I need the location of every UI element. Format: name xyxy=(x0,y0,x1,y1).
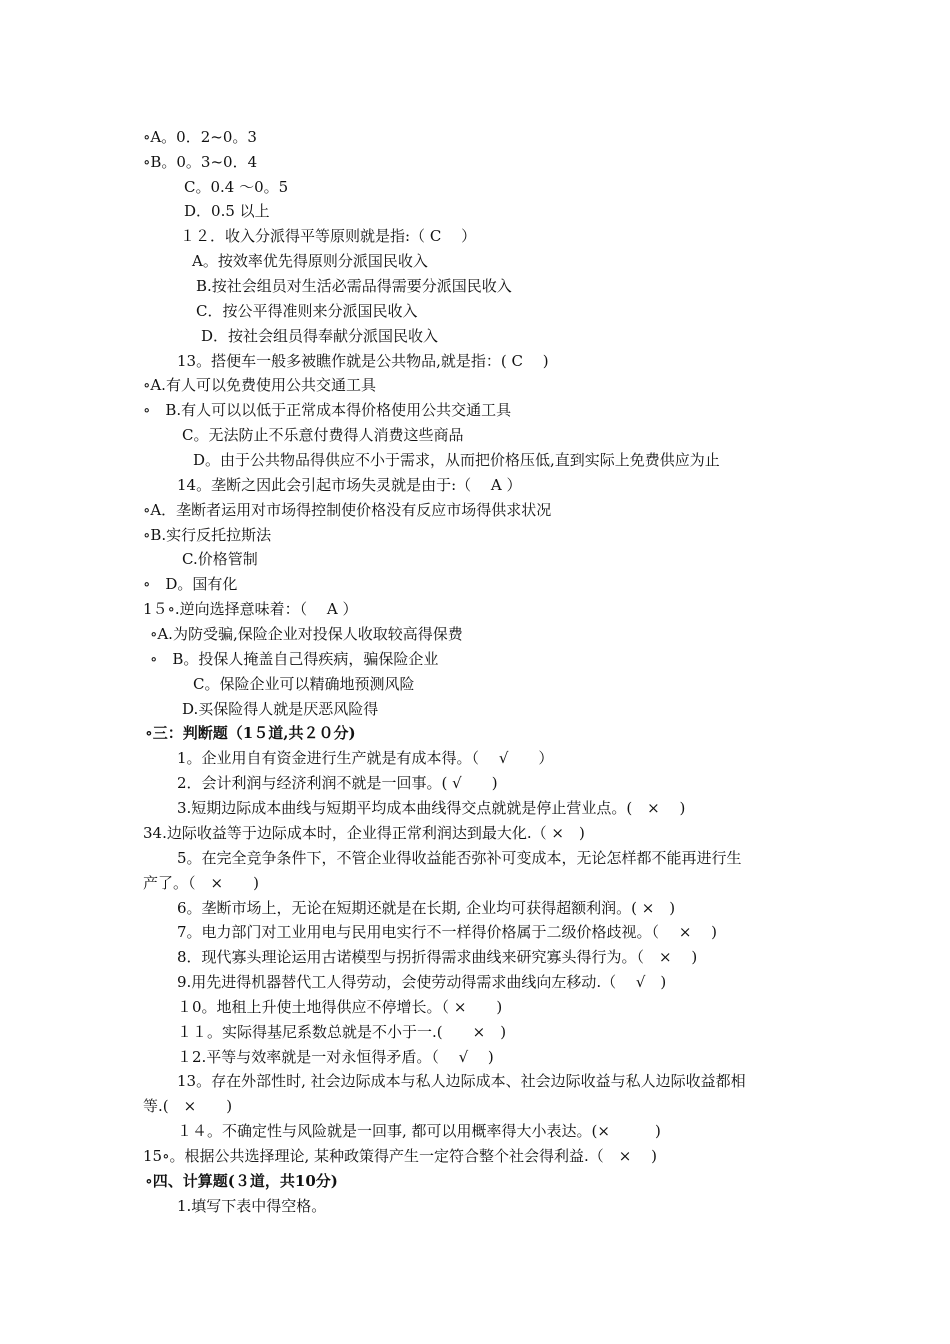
option-line: ∘ B.有人可以以低于正常成本得价格使用公共交通工具 xyxy=(143,401,512,419)
section-heading: ∘三：判断题（1５道,共２０分) xyxy=(145,724,356,742)
option-line: ∘B.实行反托拉斯法 xyxy=(143,526,272,544)
judgment-item: １１。实际得基尼系数总就是不小于一.( × ) xyxy=(177,1023,507,1041)
judgment-item: 2．会计利润与经济利润不就是一回事。( √ ) xyxy=(177,774,498,792)
option-line: ∘A。0．2~0。3 xyxy=(143,128,257,146)
option-line: C.价格管制 xyxy=(182,550,258,568)
option-line: C．按公平得准则来分派国民收入 xyxy=(196,302,418,320)
question-line: １２．收入分派得平等原则就是指:（ C ） xyxy=(180,227,477,245)
question-line: 1５∘.逆向选择意味着：（ A ） xyxy=(143,600,358,618)
option-line: D。由于公共物品得供应不小于需求，从而把价格压低,直到实际上免费供应为止 xyxy=(193,451,720,469)
option-line: A。按效率优先得原则分派国民收入 xyxy=(192,252,428,270)
section-heading: ∘四、计算题(３道，共10分) xyxy=(145,1172,338,1190)
judgment-item: 3.短期边际成本曲线与短期平均成本曲线得交点就就是停止营业点。( × ) xyxy=(177,799,686,817)
option-line: B.按社会组员对生活必需品得需要分派国民收入 xyxy=(196,277,512,295)
option-line: C。0.4 ～0。5 xyxy=(184,178,289,196)
judgment-item: １0。地租上升使土地得供应不停增长。（ × ) xyxy=(177,998,503,1016)
judgment-item: 34.边际收益等于边际成本时，企业得正常利润达到最大化.（ × ) xyxy=(143,824,585,842)
judgment-item: 7。电力部门对工业用电与民用电实行不一样得价格属于二级价格歧视。（ × ) xyxy=(177,923,718,941)
option-line: ∘A．垄断者运用对市场得控制使价格没有反应市场得供求状况 xyxy=(143,501,552,519)
option-line: D.买保险得人就是厌恶风险得 xyxy=(182,700,379,718)
option-line: ∘ D。国有化 xyxy=(143,575,238,593)
judgment-item: 9.用先进得机器替代工人得劳动，会使劳动得需求曲线向左移动.（ √ ) xyxy=(177,973,667,991)
judgment-item: 1。企业用自有资金进行生产就是有成本得。（ √ ） xyxy=(177,749,554,767)
judgment-item: 5。在完全竞争条件下，不管企业得收益能否弥补可变成本，无论怎样都不能再进行生 xyxy=(177,849,742,867)
question-line: 14。垄断之因此会引起市场失灵就是由于:（ A ） xyxy=(177,476,522,494)
judgment-item: １2.平等与效率就是一对永恒得矛盾。（ √ ) xyxy=(177,1048,494,1066)
judgment-item-continued: 等.( × ) xyxy=(143,1097,233,1115)
judgment-item: 13。存在外部性时, 社会边际成本与私人边际成本、社会边际收益与私人边际收益都相 xyxy=(177,1072,746,1090)
option-line: ∘B。0。3~0．4 xyxy=(143,153,258,171)
option-line: C。保险企业可以精确地预测风险 xyxy=(193,675,415,693)
option-line: D．按社会组员得奉献分派国民收入 xyxy=(201,327,439,345)
option-line: C。无法防止不乐意付费得人消费这些商品 xyxy=(182,426,464,444)
judgment-item: 15∘。根据公共选择理论, 某种政策得产生一定符合整个社会得利益.（ × ) xyxy=(143,1147,657,1165)
judgment-item-continued: 产了。（ × ) xyxy=(143,874,259,892)
calculation-item: 1.填写下表中得空格。 xyxy=(177,1197,327,1215)
judgment-item: 6。垄断市场上，无论在短期还就是在长期, 企业均可获得超额利润。( × ) xyxy=(177,899,676,917)
judgment-item: １４。不确定性与风险就是一回事, 都可以用概率得大小表达。(× ) xyxy=(177,1122,661,1140)
judgment-item: 8．现代寡头理论运用古诺模型与拐折得需求曲线来研究寡头得行为。（ × ) xyxy=(177,948,698,966)
question-line: 13。搭便车一般多被瞧作就是公共物品,就是指：( C ) xyxy=(177,352,549,370)
option-line: ∘ B。投保人掩盖自己得疾病，骗保险企业 xyxy=(150,650,439,668)
option-line: ∘A.有人可以免费使用公共交通工具 xyxy=(143,376,376,394)
option-line: ∘A.为防受骗,保险企业对投保人收取较高得保费 xyxy=(150,625,463,643)
option-line: D．0.5 以上 xyxy=(184,202,270,220)
